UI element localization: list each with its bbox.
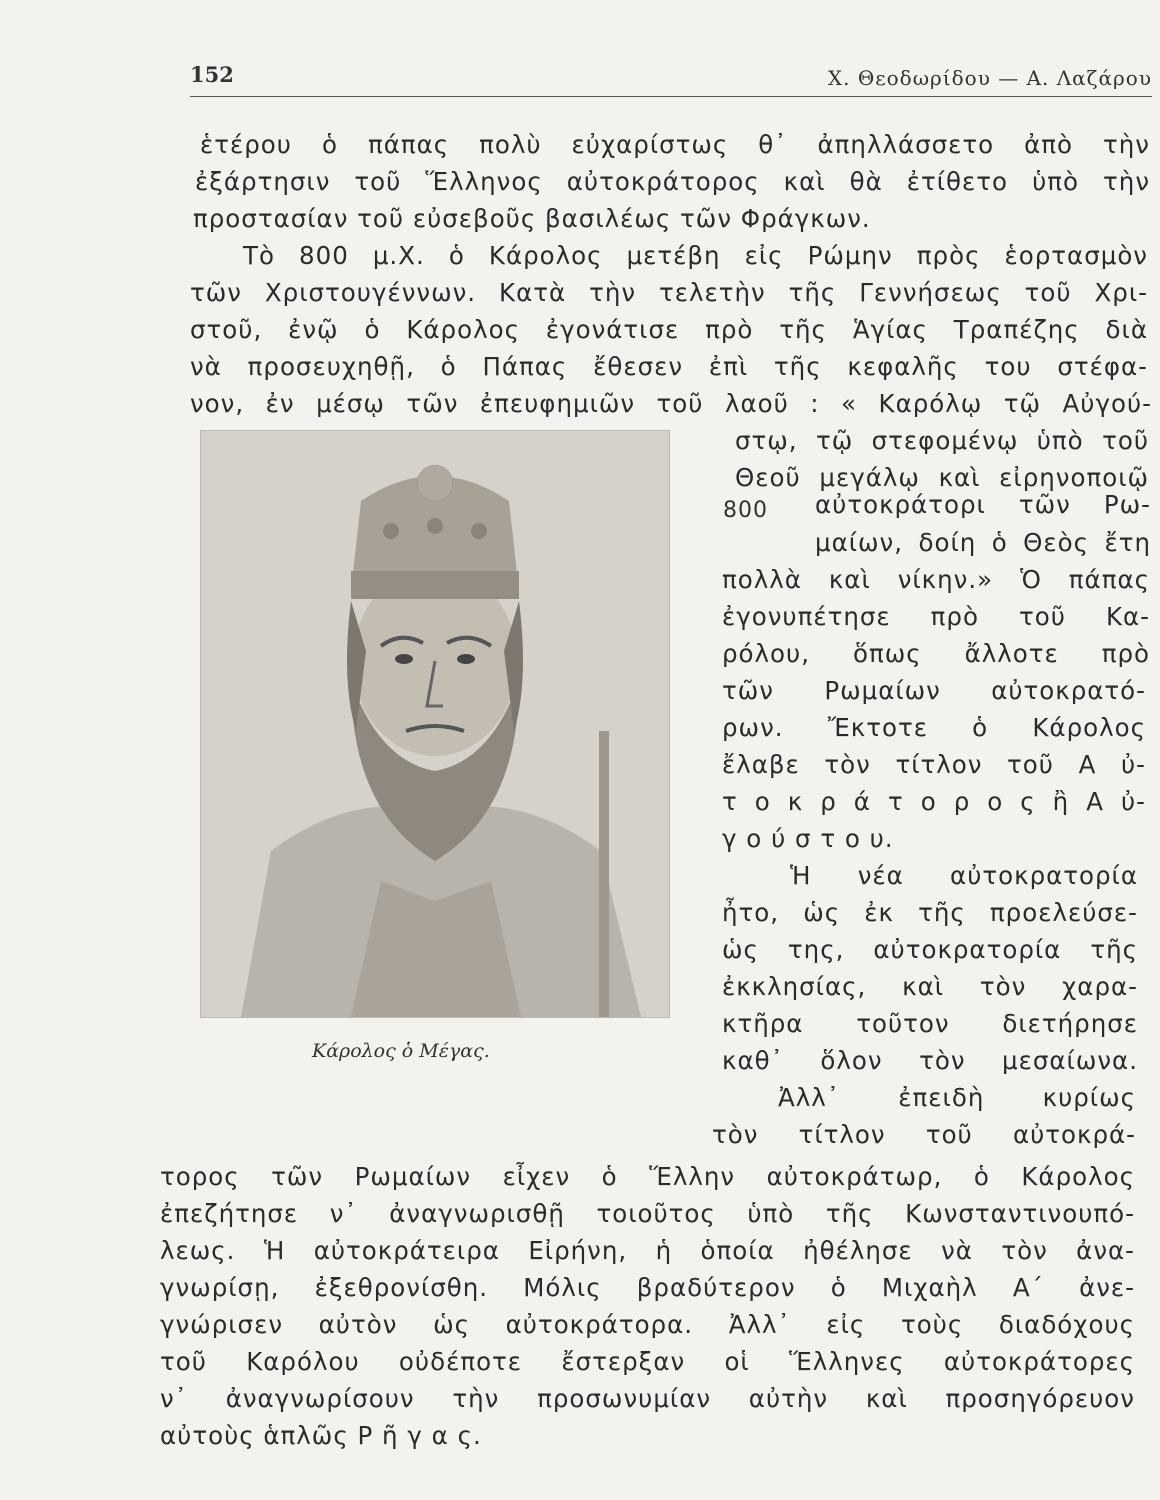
- text-line: αὐτοκράτορι τῶν Ρω-: [815, 490, 1151, 519]
- page-number: 152: [190, 62, 234, 87]
- text-line: τ ο κ ρ ά τ ο ρ ο ς ἢ Α ὐ-: [722, 787, 1146, 816]
- text-line: ἐγονυπέτησε πρὸ τοῦ Κα-: [722, 602, 1150, 631]
- text-line: ν᾽ ἀναγνωρίσουν τὴν προσωνυμίαν αὐτὴν καὶ προσηγόρευον: [160, 1384, 1135, 1413]
- text-line: στοῦ, ἐνῷ ὁ Κάρολος ἐγονάτισε πρὸ τῆς Ἁγίας Τραπέζης διὰ: [190, 315, 1148, 344]
- text-line: ἐξάρτησιν τοῦ Ἕλληνος αὐτοκράτορος καὶ θὰ ἐτίθετο ὑπὸ τὴν: [195, 167, 1150, 196]
- text-line: τορος τῶν Ρωμαίων εἶχεν ὁ Ἕλλην αὐτοκράτωρ, ὁ Κάρολος: [160, 1162, 1135, 1191]
- text-line: ὡς της, αὐτοκρατορία τῆς: [722, 935, 1138, 964]
- text-line: μαίων, δοίη ὁ Θεὸς ἔτη: [815, 528, 1151, 557]
- margin-date: 800: [723, 498, 768, 523]
- text-line: Θεοῦ μεγάλῳ καὶ εἰρηνοποιῷ: [735, 463, 1149, 492]
- running-title: Χ. Θεοδωρίδου — Α. Λαζάρου: [827, 66, 1152, 90]
- text-line: ἐπεζήτησε ν᾽ ἀναγνωρισθῇ τοιοῦτος ὑπὸ τῆς Κωνσταντινουπό-: [160, 1199, 1135, 1228]
- text-line: καθ᾽ ὅλον τὸν μεσαίωνα.: [722, 1046, 1138, 1075]
- text-line: ἦτο, ὡς ἐκ τῆς προελεύσε-: [722, 898, 1138, 927]
- charlemagne-portrait-icon: [201, 431, 669, 1017]
- text-line: γνωρίσῃ, ἐξεθρονίσθη. Μόλις βραδύτερον ὁ Μιχαὴλ Α´ ἀνε-: [160, 1273, 1135, 1302]
- text-line: αὐτοὺς ἁπλῶς Ρ ῆ γ α ς.: [160, 1421, 482, 1450]
- text-line: ἔλαβε τὸν τίτλον τοῦ Α ὐ-: [722, 750, 1146, 779]
- text-line: λεως. Ἡ αὐτοκράτειρα Εἰρήνη, ἡ ὁποία ἠθέλησε νὰ τὸν ἀνα-: [160, 1236, 1135, 1265]
- text-line: νον, ἐν μέσῳ τῶν ἐπευφημιῶν τοῦ λαοῦ : « Καρόλῳ τῷ Αὐγού-: [190, 389, 1152, 418]
- text-line: ἐκκλησίας, καὶ τὸν χαρα-: [722, 972, 1138, 1001]
- text-line: προστασίαν τοῦ εὐσεβοῦς βασιλέως τῶν Φράγκων.: [193, 204, 871, 233]
- text-line: γ ο ύ σ τ ο υ.: [722, 824, 894, 853]
- text-line: ἑτέρου ὁ πάπας πολὺ εὐχαρίστως θ᾽ ἀπηλλάσσετο ἀπὸ τὴν: [200, 130, 1150, 159]
- text-line: Τὸ 800 μ.Χ. ὁ Κάρολος μετέβη εἰς Ρώμην πρὸς ἑορτασμὸν: [243, 241, 1148, 270]
- text-line: πολλὰ καὶ νίκην.» Ὁ πάπας: [722, 565, 1150, 594]
- text-line: γνώρισεν αὐτὸν ὡς αὐτοκράτορα. Ἀλλ᾽ εἰς τοὺς διαδόχους: [160, 1310, 1135, 1339]
- text-line: κτῆρα τοῦτον διετήρησε: [722, 1009, 1138, 1038]
- text-line: Ἡ νέα αὐτοκρατορία: [790, 861, 1138, 890]
- text-line: Ἀλλ᾽ ἐπειδὴ κυρίως: [778, 1083, 1136, 1112]
- portrait-image: [200, 430, 670, 1018]
- figure-caption: Κάρολος ὁ Μέγας.: [312, 1040, 490, 1062]
- text-line: τοῦ Καρόλου οὐδέποτε ἔστερξαν οἱ Ἕλληνες αὐτοκράτορες: [160, 1347, 1135, 1376]
- text-line: ρων. Ἔκτοτε ὁ Κάρολος: [722, 713, 1146, 742]
- text-line: ρόλου, ὅπως ἄλλοτε πρὸ: [722, 639, 1150, 668]
- text-line: τῶν Χριστουγέννων. Κατὰ τὴν τελετὴν τῆς Γεννήσεως τοῦ Χρι-: [190, 278, 1148, 307]
- text-line: στῳ, τῷ στεφομένῳ ὑπὸ τοῦ: [735, 426, 1149, 455]
- page-header: [190, 62, 1152, 97]
- text-line: νὰ προσευχηθῇ, ὁ Πάπας ἔθεσεν ἐπὶ τῆς κεφαλῆς του στέφα-: [190, 352, 1148, 381]
- text-line: τῶν Ρωμαίων αὐτοκρατό-: [722, 676, 1146, 705]
- text-line: τὸν τίτλον τοῦ αὐτοκρά-: [712, 1120, 1136, 1149]
